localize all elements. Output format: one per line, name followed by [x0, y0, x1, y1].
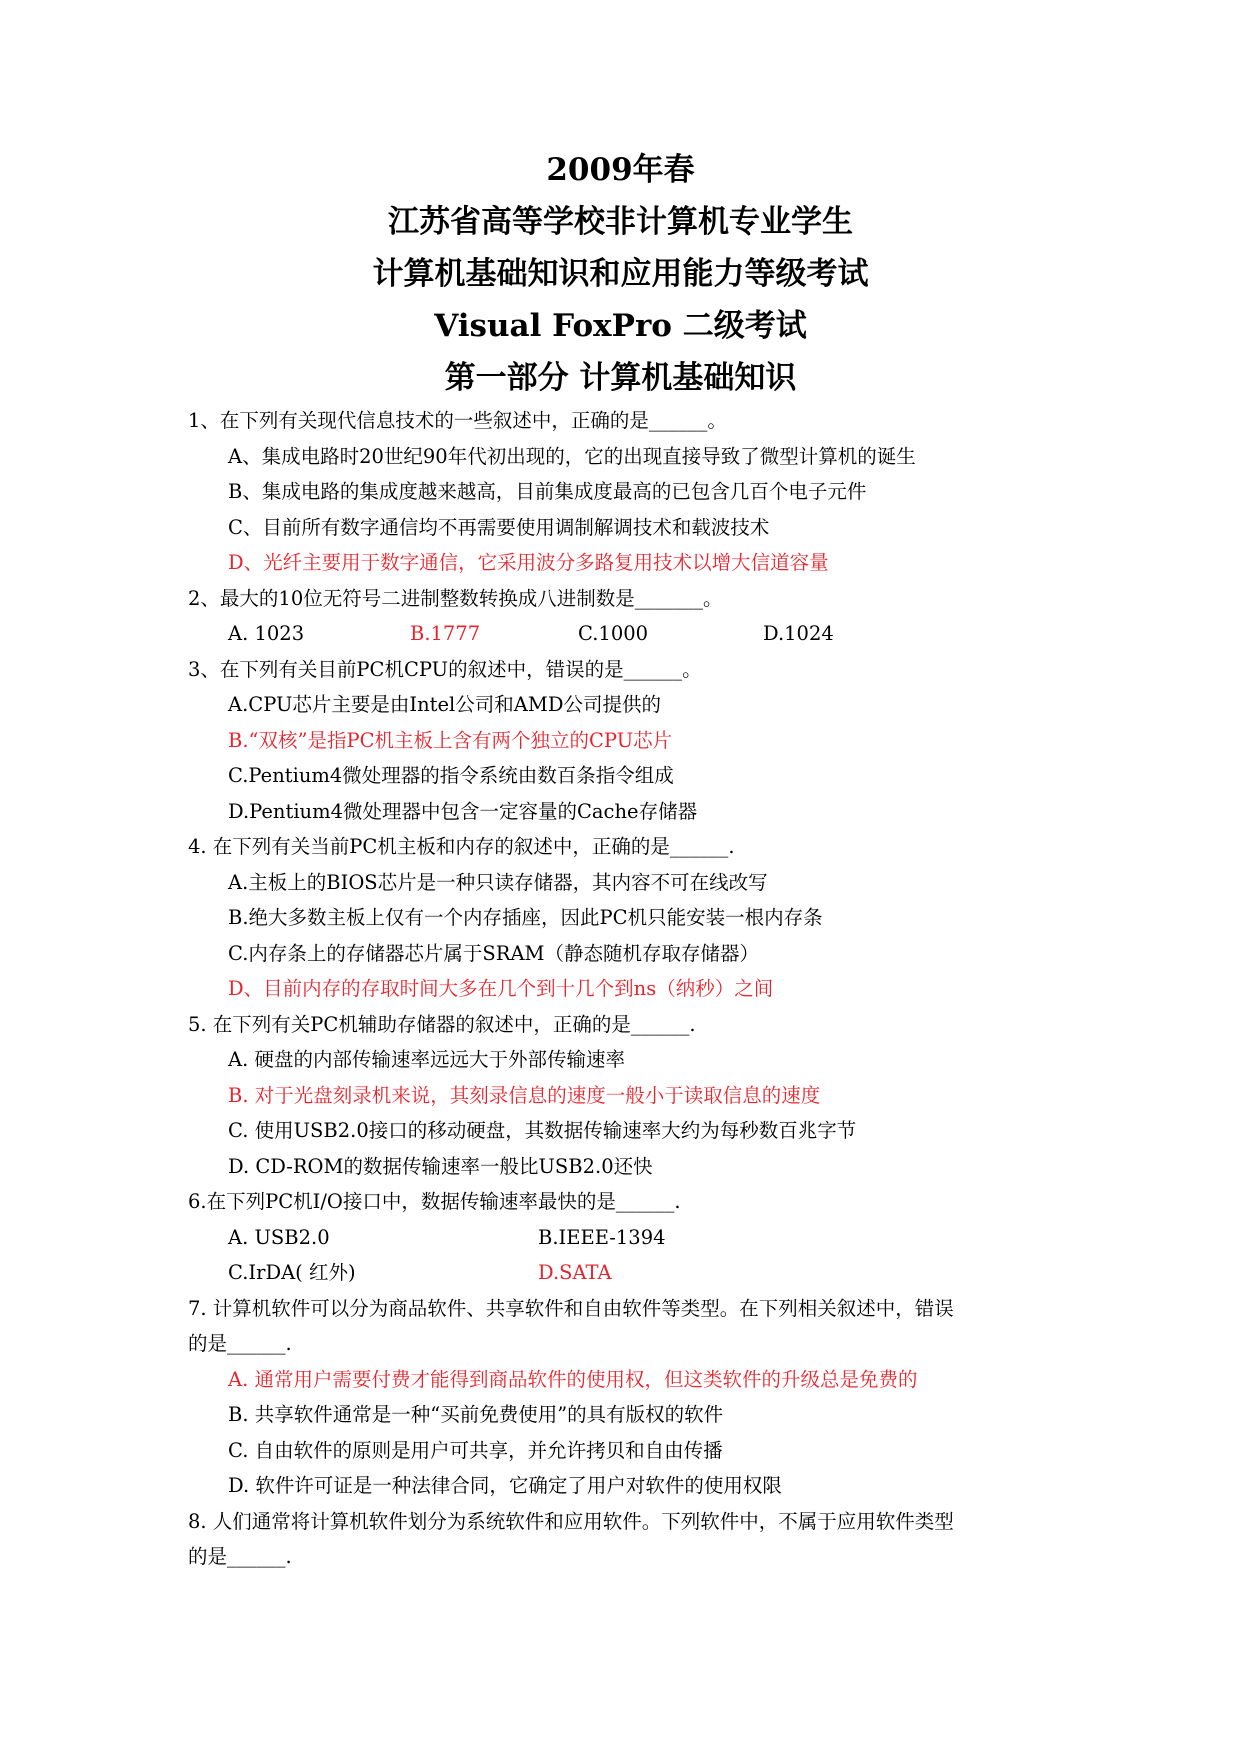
- question-1-option-b: B、集成电路的集成度越来越高，目前集成度最高的已包含几百个电子元件: [228, 480, 867, 503]
- question-1-option-d-answer: D、光纤主要用于数字通信，它采用波分多路复用技术以增大信道容量: [228, 551, 829, 574]
- question-2-option-b-answer: B.1777: [410, 622, 481, 645]
- question-7-stem-line-1: 7. 计算机软件可以分为商品软件、共享软件和自由软件等类型。在下列相关叙述中，错误: [188, 1296, 954, 1320]
- question-2-option-d: D.1024: [763, 622, 834, 645]
- question-6-options-row-1: [188, 1220, 1068, 1256]
- question-5-stem: 5. 在下列有关PC机辅助存储器的叙述中，正确的是______.: [188, 1012, 696, 1036]
- question-7-option-c: C. 自由软件的原则是用户可共享，并允许拷贝和自由传播: [228, 1438, 723, 1462]
- question-4-stem: 4. 在下列有关当前PC机主板和内存的叙述中，正确的是______.: [188, 835, 735, 858]
- title-exam: 计算机基础知识和应用能力等级考试: [372, 256, 869, 292]
- question-5-option-d: D. CD-ROM的数据传输速率一般比USB2.0还快: [228, 1154, 653, 1178]
- question-4-option-c: C.内存条上的存储器芯片属于SRAM（静态随机存取存储器）: [228, 941, 760, 965]
- question-6-options-row-2: [188, 1255, 1068, 1291]
- question-1-stem: 1、在下列有关现代信息技术的一些叙述中，正确的是______。: [188, 409, 727, 432]
- question-5-option-c: C. 使用USB2.0接口的移动硬盘，其数据传输速率大约为每秒数百兆字节: [228, 1119, 857, 1142]
- question-2-stem: 2、最大的10位无符号二进制整数转换成八进制数是_______。: [188, 586, 723, 610]
- question-7-option-a-answer: A. 通常用户需要付费才能得到商品软件的使用权，但这类软件的升级总是免费的: [228, 1367, 918, 1391]
- question-1-option-c: C、目前所有数字通信均不再需要使用调制解调技术和载波技术: [228, 515, 770, 539]
- question-5-option-b-answer: B. 对于光盘刻录机来说，其刻录信息的速度一般小于读取信息的速度: [228, 1083, 821, 1107]
- question-3-option-a: A.CPU芯片主要是由Intel公司和AMD公司提供的: [228, 693, 661, 716]
- question-4-option-b: B.绝大多数主板上仅有一个内存插座，因此PC机只能安装一根内存条: [228, 906, 823, 929]
- question-6-stem: 6.在下列PC机I/O接口中，数据传输速率最快的是______.: [188, 1190, 681, 1213]
- question-list: [188, 403, 1068, 1575]
- title-subject: Visual FoxPro 二级考试: [434, 308, 807, 344]
- question-7-option-d: D. 软件许可证是一种法律合同，它确定了用户对软件的使用权限: [228, 1474, 782, 1497]
- title-year: 2009年春: [546, 152, 695, 188]
- question-3-option-b-answer: B.“双核”是指PC机主板上含有两个独立的CPU芯片: [228, 728, 673, 752]
- question-2-option-c: C.1000: [578, 622, 649, 645]
- question-2-option-a: A. 1023: [228, 622, 305, 645]
- question-8-stem-line-2: 的是______.: [188, 1545, 292, 1568]
- question-3-stem: 3、在下列有关目前PC机CPU的叙述中，错误的是______。: [188, 657, 702, 681]
- question-4-option-a: A.主板上的BIOS芯片是一种只读存储器，其内容不可在线改写: [228, 870, 768, 894]
- question-2-options: [188, 616, 1068, 652]
- question-1-option-a: A、集成电路时20世纪90年代初出现的，它的出现直接导致了微型计算机的诞生: [228, 444, 916, 468]
- question-3-option-d: D.Pentium4微处理器中包含一定容量的Cache存储器: [228, 799, 698, 823]
- title-school: 江苏省高等学校非计算机专业学生: [388, 204, 853, 240]
- question-7-stem-line-2: 的是______.: [188, 1332, 292, 1355]
- question-6-option-a: A. USB2.0: [228, 1225, 330, 1249]
- document-header: [0, 144, 1241, 404]
- question-7-option-b: B. 共享软件通常是一种“买前免费使用”的具有版权的软件: [228, 1403, 724, 1426]
- title-section: 第一部分 计算机基础知识: [444, 360, 797, 396]
- question-3-option-c: C.Pentium4微处理器的指令系统由数百条指令组成: [228, 764, 674, 787]
- question-6-option-d-answer: D.SATA: [538, 1261, 612, 1284]
- question-5-option-a: A. 硬盘的内部传输速率远远大于外部传输速率: [228, 1048, 625, 1071]
- question-6-option-b: B.IEEE-1394: [538, 1225, 666, 1249]
- question-8-stem-line-1: 8. 人们通常将计算机软件划分为系统软件和应用软件。下列软件中，不属于应用软件类型: [188, 1509, 954, 1533]
- question-6-option-c: C.IrDA( 红外): [228, 1261, 356, 1284]
- question-4-option-d-answer: D、目前内存的存取时间大多在几个到十几个到ns（纳秒）之间: [228, 977, 774, 1000]
